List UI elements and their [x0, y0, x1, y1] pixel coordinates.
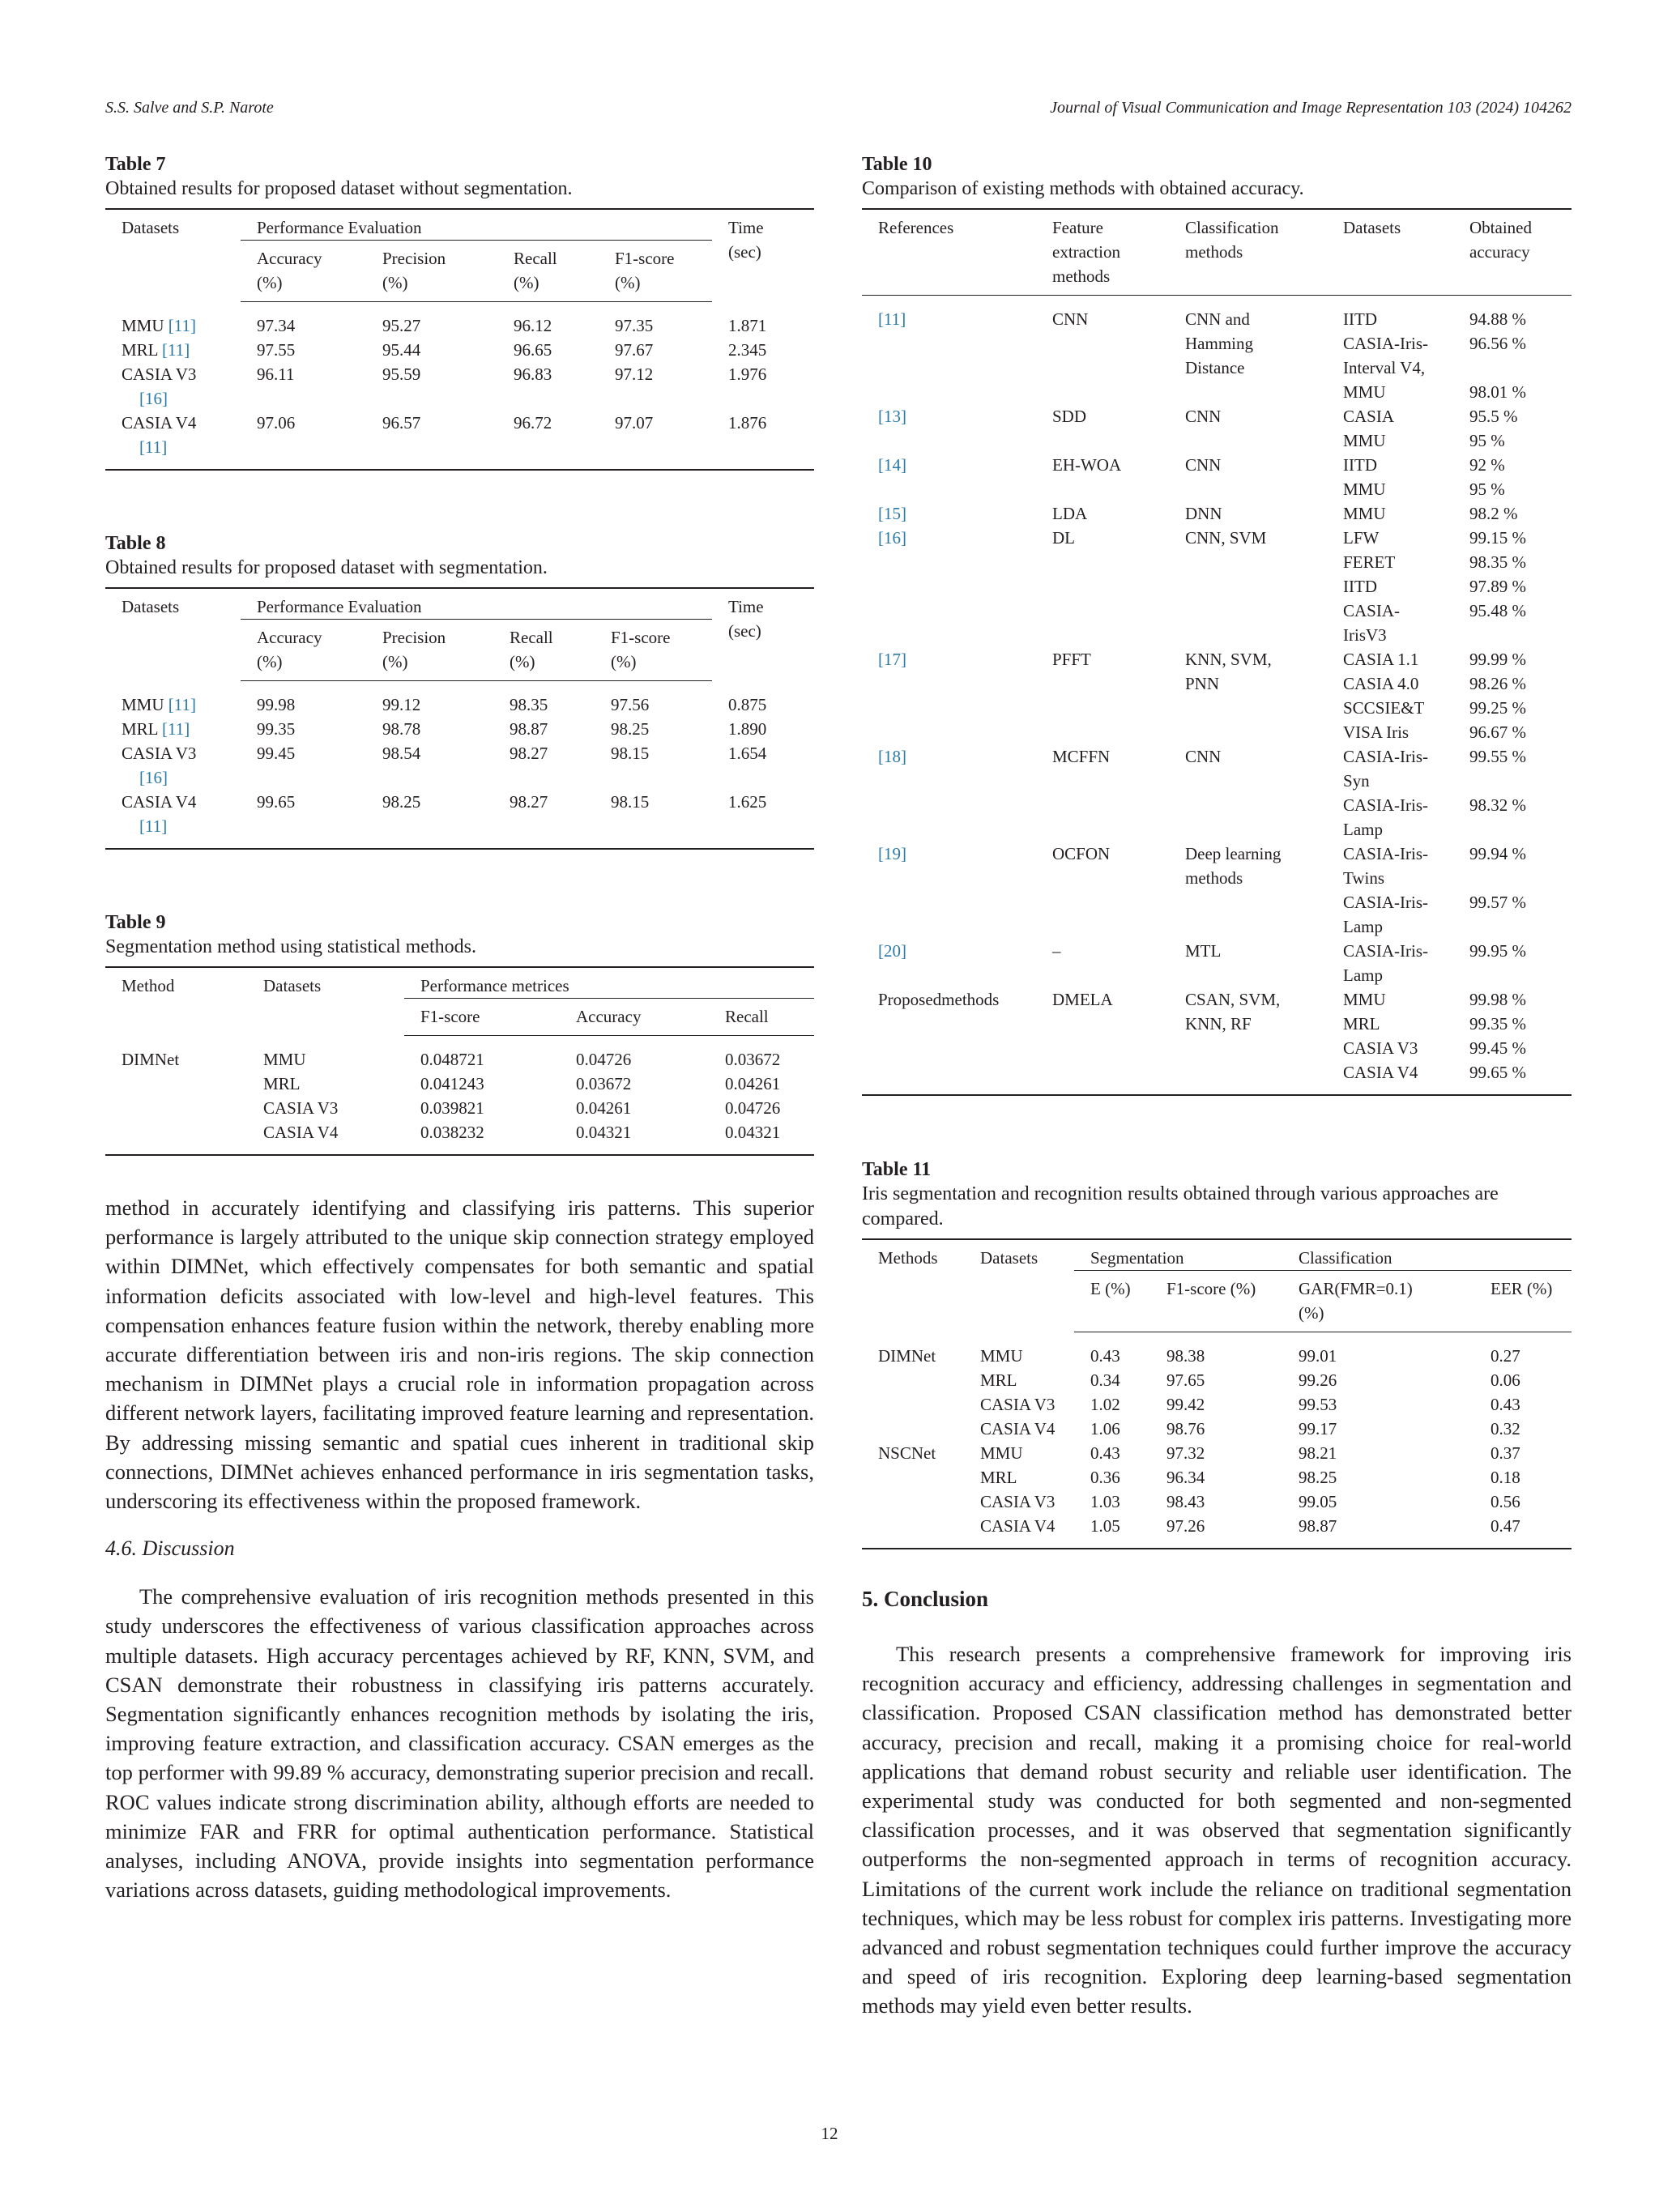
- column-header: F1-score: [404, 999, 560, 1036]
- table-cell[interactable]: [19]: [878, 844, 906, 863]
- table-cell: 0.048721: [420, 1050, 484, 1069]
- table-row: [862, 842, 1572, 890]
- table-cell: VISA Iris: [1343, 722, 1410, 742]
- table-7: [105, 152, 814, 471]
- table-cell: 1.06: [1090, 1419, 1120, 1438]
- column-group-header: Performance Evaluation: [241, 209, 712, 241]
- table-cell: IITD: [1343, 455, 1377, 475]
- table-row: [105, 338, 814, 362]
- table-cell: 98.21: [1299, 1443, 1337, 1463]
- table-cell: 0.43: [1491, 1395, 1520, 1414]
- table-10: [862, 152, 1572, 1096]
- table-cell: CNN, SVM: [1185, 528, 1267, 548]
- table-cell: 1.03: [1090, 1492, 1120, 1511]
- column-header: Classification methods: [1169, 209, 1327, 296]
- column-header: Datasets: [263, 976, 322, 995]
- table-cell: 2.345: [728, 340, 767, 360]
- column-header: References: [862, 209, 1036, 296]
- dataset-name: MMU: [122, 315, 164, 335]
- table-cell: 1.654: [728, 744, 767, 763]
- column-header: Precision (%): [366, 241, 497, 302]
- column-group-header: Performance Evaluation: [241, 588, 712, 620]
- table-cell: LDA: [1052, 504, 1088, 523]
- table-row: [862, 1490, 1572, 1514]
- column-header: Time (sec): [728, 218, 764, 262]
- table-cell: MCFFN: [1052, 747, 1111, 766]
- column-header: F1-score (%): [595, 620, 712, 681]
- citation-link[interactable]: [11]: [139, 816, 168, 836]
- table-cell: [105, 790, 241, 849]
- table-cell: DIMNet: [122, 1049, 180, 1069]
- column-group-header: Classification: [1282, 1239, 1572, 1271]
- table-row: [105, 681, 814, 718]
- table-cell: 99.98 %: [1469, 990, 1526, 1009]
- table-row: [862, 1392, 1572, 1417]
- table-cell: 0.875: [728, 694, 767, 714]
- column-header: Method: [122, 976, 175, 995]
- table-cell: 1.02: [1090, 1395, 1120, 1414]
- left-column: [105, 152, 814, 1904]
- table-cell: 96.67 %: [1469, 722, 1526, 742]
- column-header: Datasets: [122, 597, 180, 616]
- column-group-header: Performance metrices: [404, 967, 814, 999]
- table-cell: CASIA V3: [1343, 1038, 1418, 1058]
- table-cell: 99.53: [1299, 1395, 1337, 1414]
- table-cell: CNN: [1052, 309, 1089, 329]
- table-cell: CASIA V4: [980, 1516, 1056, 1536]
- column-header: E (%): [1074, 1271, 1150, 1332]
- table-cell: CASIA: [1343, 407, 1395, 426]
- table-cell: 1.890: [728, 719, 767, 739]
- table-10-grid: [862, 208, 1572, 1096]
- table-11-grid: [862, 1238, 1572, 1549]
- table-cell: MMU: [1343, 382, 1386, 402]
- table-cell: Deep learning methods: [1185, 844, 1282, 888]
- citation-link[interactable]: [11]: [139, 437, 168, 457]
- column-header: Accuracy (%): [241, 620, 366, 681]
- table-cell: DIMNet: [878, 1345, 936, 1366]
- column-header: Datasets: [122, 218, 180, 237]
- table-cell: 99.98: [257, 695, 296, 714]
- table-cell: KNN, SVM, PNN: [1185, 650, 1272, 693]
- table-cell: CASIA-Iris- Lamp: [1343, 941, 1428, 985]
- table-cell: 1.976: [728, 364, 767, 384]
- table-cell: 97.26: [1166, 1516, 1205, 1536]
- table-cell: 97.35: [615, 316, 654, 335]
- table-title: Table 10: [862, 154, 932, 175]
- column-group-header: Segmentation: [1074, 1239, 1282, 1271]
- column-header: Datasets: [1327, 209, 1453, 296]
- table-cell: 97.56: [611, 695, 650, 714]
- table-cell: [105, 338, 241, 362]
- table-cell: 98.01 %: [1469, 382, 1526, 402]
- table-cell: 1.876: [728, 413, 767, 433]
- column-header: Datasets: [980, 1248, 1038, 1268]
- table-cell: 0.04726: [576, 1050, 632, 1069]
- table-cell: 95 %: [1469, 479, 1505, 499]
- table-cell: 0.43: [1090, 1346, 1120, 1366]
- table-cell[interactable]: [16]: [878, 528, 906, 548]
- table-cell: 96.57: [382, 413, 421, 433]
- table-cell: 99.55 %: [1469, 747, 1526, 766]
- table-cell: 96.12: [514, 316, 552, 335]
- table-cell: 98.32 %: [1469, 795, 1526, 815]
- table-cell: 1.871: [728, 315, 767, 335]
- table-cell: 99.17: [1299, 1419, 1337, 1438]
- table-row: [862, 1465, 1572, 1490]
- table-row: [862, 526, 1572, 550]
- table-cell: 99.01: [1299, 1346, 1337, 1366]
- table-cell: CASIA-Iris- Lamp: [1343, 893, 1428, 936]
- table-title: Table 11: [862, 1159, 932, 1180]
- table-caption: Obtained results for proposed dataset without segmentation.: [105, 178, 573, 199]
- table-cell: CASIA V4: [263, 1123, 339, 1142]
- table-cell: 97.06: [257, 413, 296, 433]
- table-row: [105, 362, 814, 411]
- column-header: Accuracy: [560, 999, 709, 1036]
- table-cell: 97.67: [615, 340, 654, 360]
- table-row: [862, 1332, 1572, 1369]
- table-cell: 97.65: [1166, 1370, 1205, 1390]
- table-cell: DNN: [1185, 504, 1222, 523]
- table-cell: 99.99 %: [1469, 650, 1526, 669]
- table-cell: 95.48 %: [1469, 601, 1526, 620]
- column-header: Obtained accuracy: [1453, 209, 1572, 296]
- table-cell: DL: [1052, 528, 1075, 548]
- table-cell: 96.65: [514, 340, 552, 360]
- table-cell: EH-WOA: [1052, 455, 1122, 475]
- table-cell: MMU: [1343, 504, 1386, 523]
- running-header-journal: Journal of Visual Communication and Image Representation 103 (2024) 104262: [1050, 99, 1572, 117]
- table-cell[interactable]: [11]: [878, 309, 906, 329]
- table-cell: 95.59: [382, 364, 421, 384]
- table-cell: 0.041243: [420, 1074, 484, 1093]
- table-cell: 97.32: [1166, 1443, 1205, 1463]
- column-header: Precision (%): [366, 620, 493, 681]
- table-cell: 0.27: [1491, 1346, 1520, 1366]
- citation-link[interactable]: [11]: [161, 719, 190, 739]
- citation-link[interactable]: [11]: [161, 340, 190, 360]
- table-cell: CASIA 1.1: [1343, 650, 1419, 669]
- table-cell: 95 %: [1469, 431, 1505, 450]
- table-cell: [105, 741, 241, 790]
- table-cell: 98.87: [1299, 1516, 1337, 1536]
- table-cell: MTL: [1185, 941, 1222, 961]
- table-cell: 98.76: [1166, 1419, 1205, 1438]
- table-cell: CNN: [1185, 407, 1222, 426]
- table-cell: MRL: [263, 1074, 301, 1093]
- column-header: Recall: [709, 999, 814, 1036]
- table-cell: 98.26 %: [1469, 674, 1526, 693]
- citation-link[interactable]: [16]: [139, 768, 168, 787]
- table-row: [105, 302, 814, 339]
- table-cell: MMU: [1343, 479, 1386, 499]
- table-cell: 98.15: [611, 744, 650, 763]
- table-cell: 0.34: [1090, 1370, 1120, 1390]
- column-header: Accuracy (%): [241, 241, 366, 302]
- table-row: [105, 717, 814, 741]
- table-cell: 95.27: [382, 316, 421, 335]
- table-cell: 0.03672: [576, 1074, 632, 1093]
- table-cell[interactable]: [18]: [878, 747, 906, 766]
- table-cell: 96.56 %: [1469, 334, 1526, 353]
- table-cell: 98.27: [510, 744, 548, 763]
- column-header: F1-score (%): [599, 241, 712, 302]
- section-heading: 5. Conclusion: [862, 1587, 989, 1611]
- table-row: [862, 501, 1572, 526]
- table-cell: 0.47: [1491, 1516, 1520, 1536]
- table-cell: 99.12: [382, 695, 421, 714]
- table-row: [862, 939, 1572, 987]
- table-9: [105, 910, 814, 1156]
- table-cell: 98.43: [1166, 1492, 1205, 1511]
- column-header: GAR(FMR=0.1) (%): [1282, 1271, 1474, 1332]
- table-row: [862, 1368, 1572, 1392]
- page-number: 12: [821, 2124, 838, 2143]
- dataset-name: CASIA V3: [122, 744, 197, 763]
- table-cell: 99.05: [1299, 1492, 1337, 1511]
- citation-link[interactable]: [16]: [139, 389, 168, 408]
- table-cell: 99.95 %: [1469, 941, 1526, 961]
- table-cell: 99.65: [257, 792, 296, 812]
- table-cell: [105, 411, 241, 470]
- column-header: EER (%): [1474, 1271, 1572, 1332]
- table-cell: 98.87: [510, 719, 548, 739]
- table-cell: CASIA V3: [263, 1098, 339, 1118]
- table-cell: Proposedmethods: [878, 990, 1000, 1009]
- table-cell: 97.89 %: [1469, 577, 1526, 596]
- table-caption: Segmentation method using statistical methods.: [105, 936, 476, 957]
- table-cell: 95.5 %: [1469, 407, 1518, 426]
- table-cell: CNN: [1185, 455, 1222, 475]
- table-cell: 98.25: [611, 719, 650, 739]
- citation-link[interactable]: [11]: [168, 315, 196, 335]
- table-cell: CNN: [1185, 747, 1222, 766]
- table-cell: [105, 681, 241, 718]
- table-11: [862, 1157, 1572, 1549]
- table-cell: [105, 302, 241, 339]
- table-cell: 92 %: [1469, 455, 1505, 475]
- table-cell: 98.15: [611, 792, 650, 812]
- table-cell: 97.07: [615, 413, 654, 433]
- table-cell: 0.04321: [725, 1123, 781, 1142]
- table-cell: FERET: [1343, 552, 1396, 572]
- table-8: [105, 531, 814, 850]
- table-cell: 98.78: [382, 719, 421, 739]
- table-cell: 96.34: [1166, 1468, 1205, 1487]
- table-cell: 99.65 %: [1469, 1063, 1526, 1082]
- table-cell: –: [1052, 941, 1061, 961]
- table-title: Table 9: [105, 912, 166, 933]
- column-header: Recall (%): [493, 620, 595, 681]
- dataset-name: CASIA V3: [122, 364, 197, 384]
- table-cell: LFW: [1343, 528, 1380, 548]
- table-cell[interactable]: [17]: [878, 650, 906, 669]
- table-cell: NSCNet: [878, 1443, 936, 1463]
- dataset-name: MMU: [122, 694, 164, 714]
- table-cell: MMU: [1343, 990, 1386, 1009]
- column-header: Time (sec): [728, 597, 764, 641]
- table-row: [105, 790, 814, 849]
- dataset-name: MRL: [122, 340, 158, 360]
- table-cell: MRL: [980, 1468, 1017, 1487]
- table-row: [862, 296, 1572, 332]
- table-cell: SDD: [1052, 407, 1087, 426]
- column-header: Feature extraction methods: [1036, 209, 1169, 296]
- body-paragraph: method in accurately identifying and classifying iris patterns. This superior performance is largely attributed to the unique skip connection strategy employed within DIMNet, which effectively compensates for both semantic and spatial information deficits associated with low-level and high-level features. This compensation enhances feature fusion within the network, thereby enabling more accurate differentiation between iris and non-iris regions. The skip connection mechanism in DIMNet plays a crucial role in information propagation across different network layers, facilitating improved feature learning and representation. By addressing missing semantic and spatial cues inherent in traditional skip connections, DIMNet achieves enhanced performance in iris segmentation tasks, underscoring its effectiveness within the proposed framework.: [105, 1196, 814, 1514]
- table-cell: 0.37: [1491, 1443, 1520, 1463]
- dataset-name: CASIA V4: [122, 413, 197, 433]
- table-cell: DMELA: [1052, 990, 1113, 1009]
- table-cell: 99.45 %: [1469, 1038, 1526, 1058]
- table-cell: SCCSIE&T: [1343, 698, 1425, 718]
- table-row: [862, 744, 1572, 793]
- table-cell: 0.56: [1491, 1492, 1520, 1511]
- table-cell: 0.04726: [725, 1098, 781, 1118]
- table-caption: Comparison of existing methods with obtained accuracy.: [862, 178, 1304, 199]
- table-cell: 0.06: [1491, 1370, 1520, 1390]
- table-row: [862, 987, 1572, 1012]
- body-paragraph: The comprehensive evaluation of iris recognition methods presented in this study underscores the effectiveness of various classification approaches across multiple datasets. High accuracy percentages achieved by RF, KNN, SVM, and CSAN demonstrate their robustness in classifying iris patterns accurately. Segmentation significantly enhances recognition methods by isolating the iris, improving feature extraction, and classification accuracy. CSAN emerges as the top performer with 99.89 % accuracy, demonstrating superior precision and recall. ROC values indicate strong discrimination ability, although efforts are needed to minimize FAR and FRR for optimal authentication performance. Statistical analyses, including ANOVA, provide insights into segmentation performance variations across datasets, guiding methodological improvements.: [105, 1584, 814, 1903]
- table-cell: 0.43: [1090, 1443, 1120, 1463]
- table-cell: 97.55: [257, 340, 296, 360]
- table-cell: CASIA V4: [980, 1419, 1056, 1438]
- table-cell: IITD: [1343, 309, 1377, 329]
- table-cell: 99.15 %: [1469, 528, 1526, 548]
- table-cell: 96.72: [514, 413, 552, 433]
- table-cell: 0.03672: [725, 1050, 781, 1069]
- table-cell: CASIA V4: [1343, 1063, 1418, 1082]
- table-cell: CSAN, SVM, KNN, RF: [1185, 990, 1281, 1034]
- table-cell: 97.34: [257, 316, 296, 335]
- table-caption: Obtained results for proposed dataset with segmentation.: [105, 557, 548, 578]
- table-cell: 98.25: [1299, 1468, 1337, 1487]
- table-cell: MMU: [1343, 431, 1386, 450]
- table-cell: MRL: [980, 1370, 1017, 1390]
- table-cell: 99.25 %: [1469, 698, 1526, 718]
- table-cell: 98.2 %: [1469, 504, 1518, 523]
- table-cell[interactable]: [14]: [878, 455, 906, 475]
- table-cell: CASIA V3: [980, 1492, 1056, 1511]
- dataset-name: MRL: [122, 719, 158, 739]
- table-cell: CNN and Hamming Distance: [1185, 309, 1253, 377]
- column-header: Methods: [878, 1248, 938, 1268]
- table-cell: 98.35: [510, 695, 548, 714]
- table-row: [862, 404, 1572, 428]
- citation-link[interactable]: [11]: [168, 694, 196, 714]
- table-cell: 97.12: [615, 364, 654, 384]
- table-row: [862, 1441, 1572, 1465]
- table-7-grid: [105, 208, 814, 471]
- table-cell: 95.44: [382, 340, 421, 360]
- table-cell: CASIA- IrisV3: [1343, 601, 1401, 645]
- table-8-grid: [105, 587, 814, 850]
- table-cell: 0.04261: [725, 1074, 781, 1093]
- table-cell: 96.11: [257, 364, 295, 384]
- table-cell: 98.38: [1166, 1346, 1205, 1366]
- table-cell: 98.35 %: [1469, 552, 1526, 572]
- body-paragraph: This research presents a comprehensive framework for improving iris recognition accuracy and efficiency, addressing challenges in segmentation and classification. Proposed CSAN classification method has demonstrated better accuracy, precision and recall, making it a promising choice for real-world applications that demand robust security and reliable user identification. The experimental study was conducted for both segmented and non-segmented classification processes, and it was observed that segmentation significantly outperforms the non-segmented approach in terms of recognition accuracy. Limitations of the current work include the reliance on traditional segmentation techniques, which may be less robust for complex iris patterns. Investigating more advanced and robust segmentation techniques could further improve the accuracy and speed of iris recognition. Exploring deep learning-based segmentation methods may yield even better results.: [862, 1642, 1572, 2018]
- table-cell: 0.18: [1491, 1468, 1520, 1487]
- table-cell: 98.27: [510, 792, 548, 812]
- dataset-name: CASIA V4: [122, 792, 197, 812]
- table-cell: 99.45: [257, 744, 296, 763]
- table-title: Table 7: [105, 154, 166, 175]
- table-cell: MMU: [980, 1443, 1023, 1463]
- table-cell: 99.26: [1299, 1370, 1337, 1390]
- table-cell: 99.57 %: [1469, 893, 1526, 912]
- table-row: [862, 1417, 1572, 1441]
- table-cell: 0.36: [1090, 1468, 1120, 1487]
- table-cell: MMU: [980, 1345, 1023, 1366]
- table-cell: [105, 362, 241, 411]
- table-9-grid: [105, 966, 814, 1156]
- table-cell: CASIA-Iris- Twins: [1343, 844, 1428, 888]
- table-cell: IITD: [1343, 577, 1377, 596]
- table-cell: 99.35 %: [1469, 1014, 1526, 1034]
- table-cell: 0.038232: [420, 1123, 484, 1142]
- table-cell: CASIA-Iris- Lamp: [1343, 795, 1428, 839]
- table-row: [105, 411, 814, 470]
- table-cell: [105, 717, 241, 741]
- table-cell: 0.039821: [420, 1098, 484, 1118]
- table-cell: CASIA 4.0: [1343, 674, 1419, 693]
- table-row: [862, 1514, 1572, 1549]
- table-cell[interactable]: [20]: [878, 941, 906, 961]
- table-cell[interactable]: [13]: [878, 407, 906, 426]
- column-header: F1-score (%): [1150, 1271, 1282, 1332]
- table-cell: 96.83: [514, 364, 552, 384]
- table-cell: MMU: [263, 1049, 306, 1069]
- table-caption: Iris segmentation and recognition results obtained through various approaches are compared.: [862, 1183, 1499, 1230]
- table-cell: CASIA-Iris- Interval V4,: [1343, 334, 1428, 377]
- table-cell: 99.42: [1166, 1395, 1205, 1414]
- right-column: [862, 152, 1572, 2021]
- table-cell: CASIA-Iris- Syn: [1343, 747, 1428, 791]
- table-cell: 98.25: [382, 792, 421, 812]
- column-header: Recall (%): [497, 241, 599, 302]
- table-cell: PFFT: [1052, 650, 1091, 669]
- table-cell: 1.625: [728, 792, 767, 812]
- table-cell: 0.04321: [576, 1123, 632, 1142]
- table-cell: 1.05: [1090, 1516, 1120, 1536]
- section-heading: 4.6. Discussion: [105, 1536, 235, 1561]
- table-cell: 0.04261: [576, 1098, 632, 1118]
- table-cell: 0.32: [1491, 1419, 1520, 1438]
- table-cell: CASIA V3: [980, 1395, 1056, 1414]
- table-row: [105, 741, 814, 790]
- table-title: Table 8: [105, 533, 166, 554]
- table-cell: MRL: [1343, 1014, 1380, 1034]
- table-cell: 99.35: [257, 719, 296, 739]
- table-row: [862, 453, 1572, 477]
- table-cell[interactable]: [15]: [878, 504, 906, 523]
- table-cell: 94.88 %: [1469, 309, 1526, 329]
- table-row: [862, 647, 1572, 671]
- table-cell: OCFON: [1052, 844, 1111, 863]
- table-row: [105, 1036, 814, 1072]
- table-cell: 98.54: [382, 744, 421, 763]
- table-cell: 99.94 %: [1469, 844, 1526, 863]
- running-header-authors: S.S. Salve and S.P. Narote: [105, 99, 274, 117]
